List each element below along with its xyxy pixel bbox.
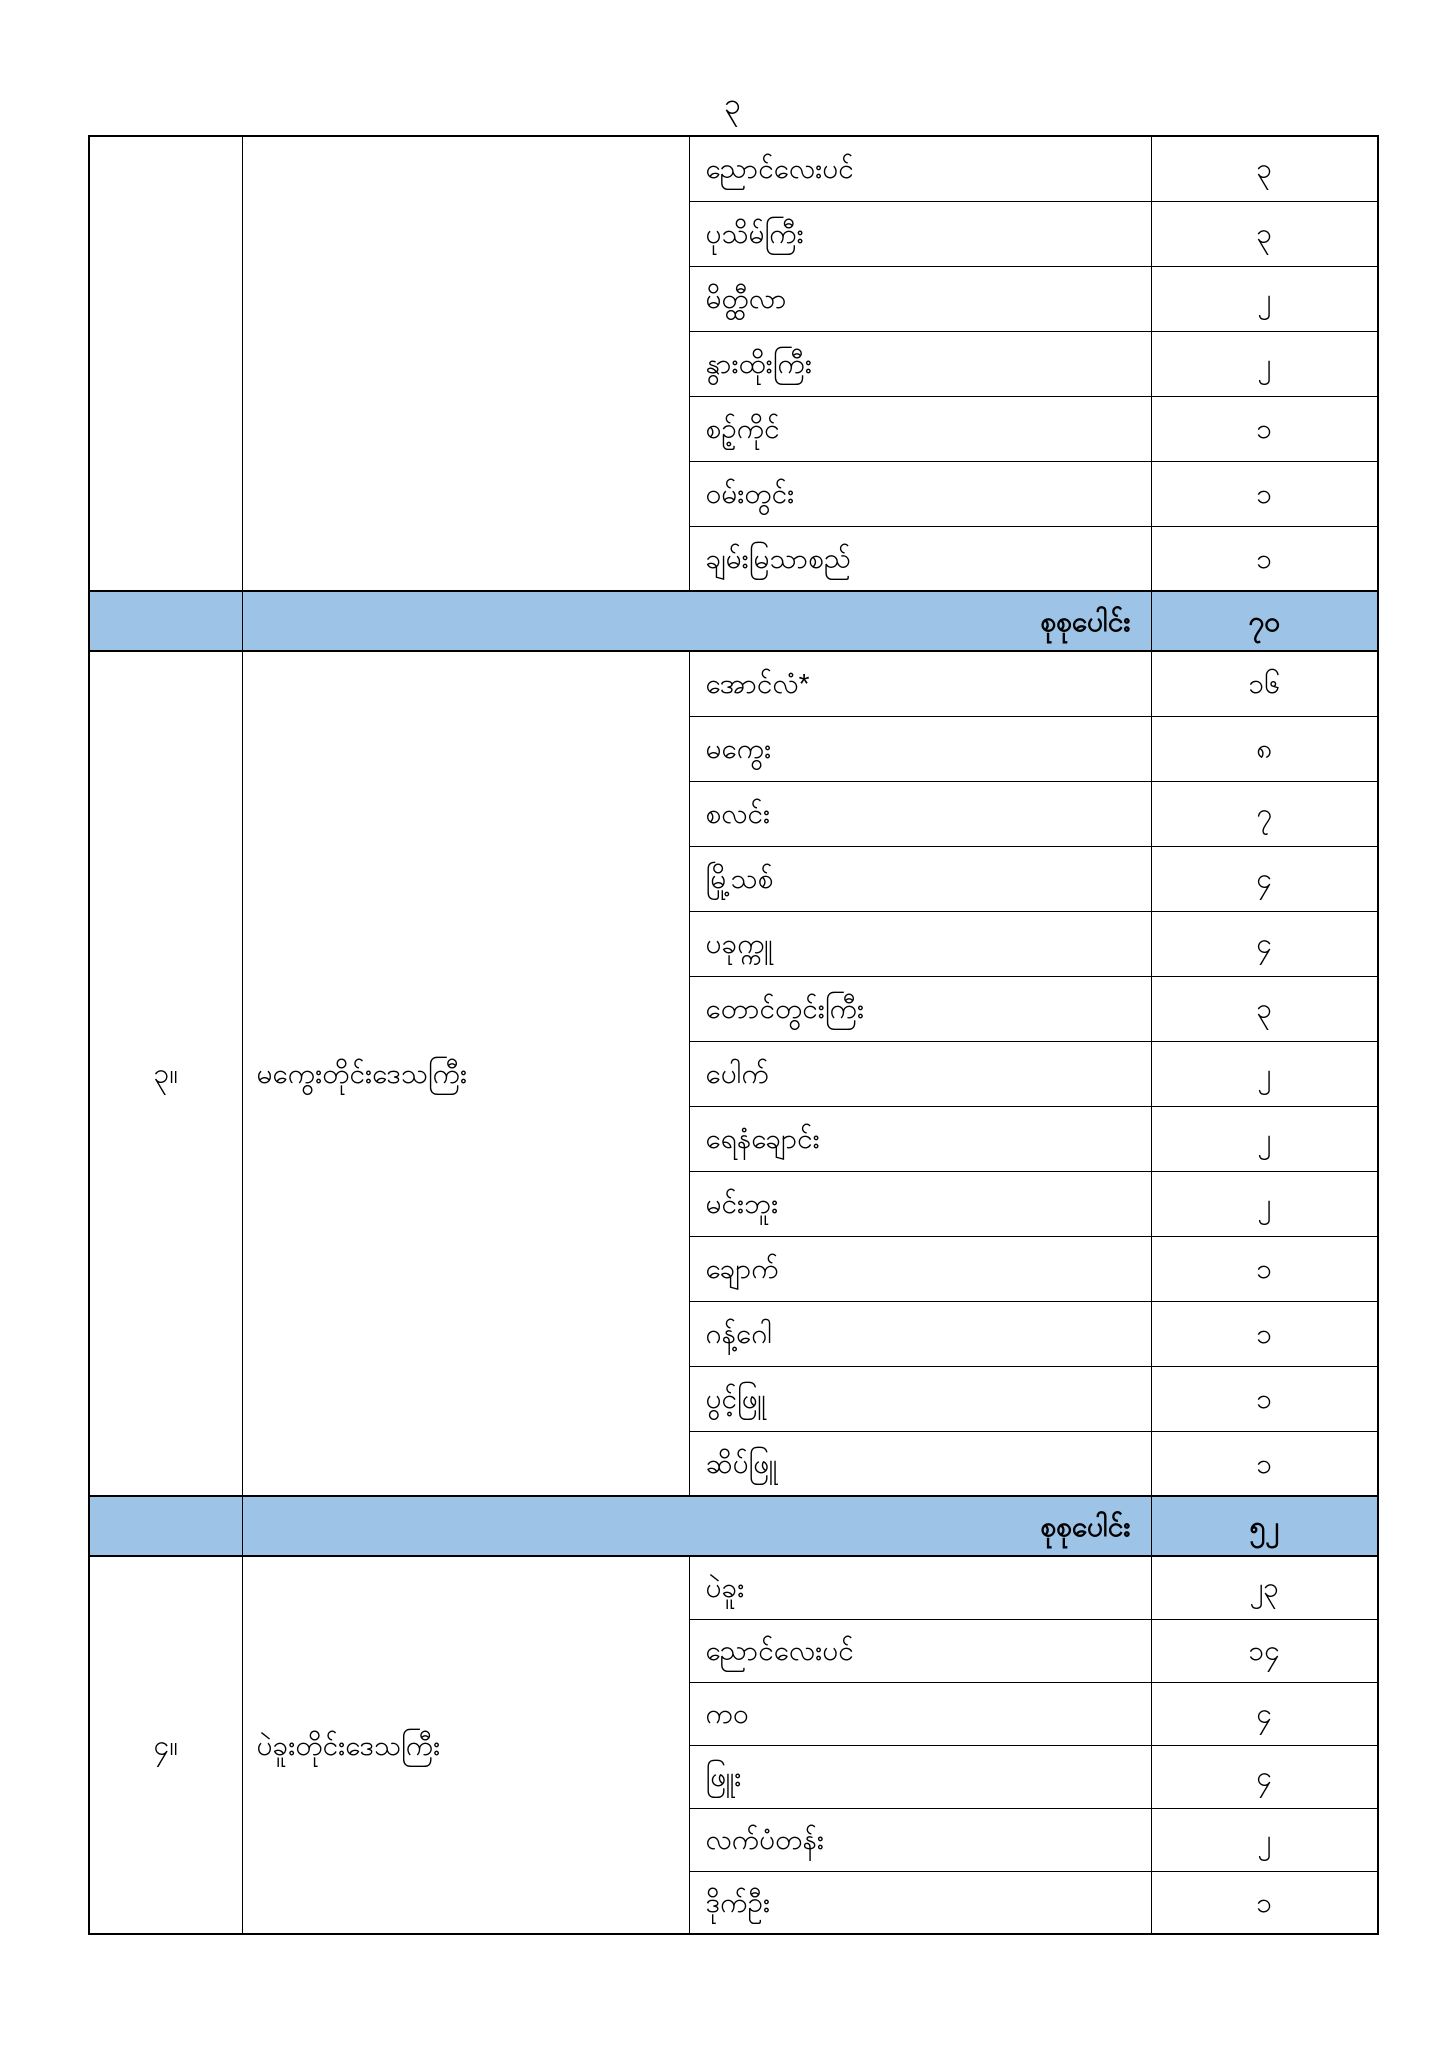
- township-count: ၄: [1151, 911, 1378, 976]
- table-row: [89, 1556, 1378, 1619]
- township-count: ၃: [1151, 136, 1378, 201]
- total-row: [89, 1496, 1378, 1556]
- township-count: ၁: [1151, 1301, 1378, 1366]
- region-name-cell: ပဲခူးတိုင်းဒေသကြီး: [242, 1556, 689, 1934]
- township-count: ၂: [1151, 1106, 1378, 1171]
- township-name: ညောင်လေးပင်: [689, 1619, 1151, 1682]
- township-name: ဝမ်းတွင်း: [689, 461, 1151, 526]
- township-count: ၂: [1151, 1808, 1378, 1871]
- township-name: အောင်လံ*: [689, 651, 1151, 716]
- township-name: လက်ပံတန်း: [689, 1808, 1151, 1871]
- township-name: ပခုက္ကူ: [689, 911, 1151, 976]
- table-row: [89, 651, 1378, 716]
- township-count: ၂: [1151, 1041, 1378, 1106]
- page-number: ၃: [724, 88, 741, 121]
- total-empty-cell: [89, 1496, 242, 1556]
- township-count: ၁: [1151, 1871, 1378, 1934]
- township-count: ၁: [1151, 1431, 1378, 1496]
- township-count: ၃: [1151, 976, 1378, 1041]
- table-row: [89, 136, 1378, 201]
- township-count: ၂: [1151, 331, 1378, 396]
- township-count: ၇: [1151, 781, 1378, 846]
- section-number-cell: [89, 136, 242, 591]
- region-name-cell: မကွေးတိုင်းဒေသကြီး: [242, 651, 689, 1496]
- township-count: ၄: [1151, 846, 1378, 911]
- township-count: ၄: [1151, 1745, 1378, 1808]
- township-name: မိတ္ထီလာ: [689, 266, 1151, 331]
- township-name: မကွေး: [689, 716, 1151, 781]
- township-name: ချောက်: [689, 1236, 1151, 1301]
- township-name: ပေါက်: [689, 1041, 1151, 1106]
- township-name: ကဝ: [689, 1682, 1151, 1745]
- section-number-cell: ၄။: [89, 1556, 242, 1934]
- township-name: မင်းဘူး: [689, 1171, 1151, 1236]
- township-name: ဒိုက်ဦး: [689, 1871, 1151, 1934]
- township-name: တောင်တွင်းကြီး: [689, 976, 1151, 1041]
- township-count: ၂: [1151, 266, 1378, 331]
- township-name: ချမ်းမြသာစည်: [689, 526, 1151, 591]
- total-label: စုစုပေါင်း: [242, 1496, 1151, 1556]
- total-value: ၅၂: [1151, 1496, 1378, 1556]
- township-count: ၂: [1151, 1171, 1378, 1236]
- township-count: ၄: [1151, 1682, 1378, 1745]
- township-count: ၁: [1151, 461, 1378, 526]
- township-name: စဉ့်ကိုင်: [689, 396, 1151, 461]
- township-count: ၁: [1151, 1236, 1378, 1301]
- township-count: ၁၆: [1151, 651, 1378, 716]
- township-count: ၁: [1151, 1366, 1378, 1431]
- township-count: ၁၄: [1151, 1619, 1378, 1682]
- township-name: မြို့သစ်: [689, 846, 1151, 911]
- township-name: ပုသိမ်ကြီး: [689, 201, 1151, 266]
- township-count: ၈: [1151, 716, 1378, 781]
- section-number-cell: ၃။: [89, 651, 242, 1496]
- total-value: ၇၀: [1151, 591, 1378, 651]
- total-label: စုစုပေါင်း: [242, 591, 1151, 651]
- township-name: ဂန့်ဂေါ: [689, 1301, 1151, 1366]
- township-name: ဖြူး: [689, 1745, 1151, 1808]
- township-name: ဆိပ်ဖြူ: [689, 1431, 1151, 1496]
- township-name: ရေနံချောင်း: [689, 1106, 1151, 1171]
- total-empty-cell: [89, 591, 242, 651]
- township-name: ပဲခူး: [689, 1556, 1151, 1619]
- township-count: ၁: [1151, 396, 1378, 461]
- township-name: ပွင့်ဖြူ: [689, 1366, 1151, 1431]
- region-townships-table: [88, 135, 1379, 1935]
- township-count: ၃: [1151, 201, 1378, 266]
- total-row: [89, 591, 1378, 651]
- region-name-cell: [242, 136, 689, 591]
- township-name: ညောင်လေးပင်: [689, 136, 1151, 201]
- township-name: နွားထိုးကြီး: [689, 331, 1151, 396]
- township-count: ၁: [1151, 526, 1378, 591]
- township-count: ၂၃: [1151, 1556, 1378, 1619]
- township-name: စလင်း: [689, 781, 1151, 846]
